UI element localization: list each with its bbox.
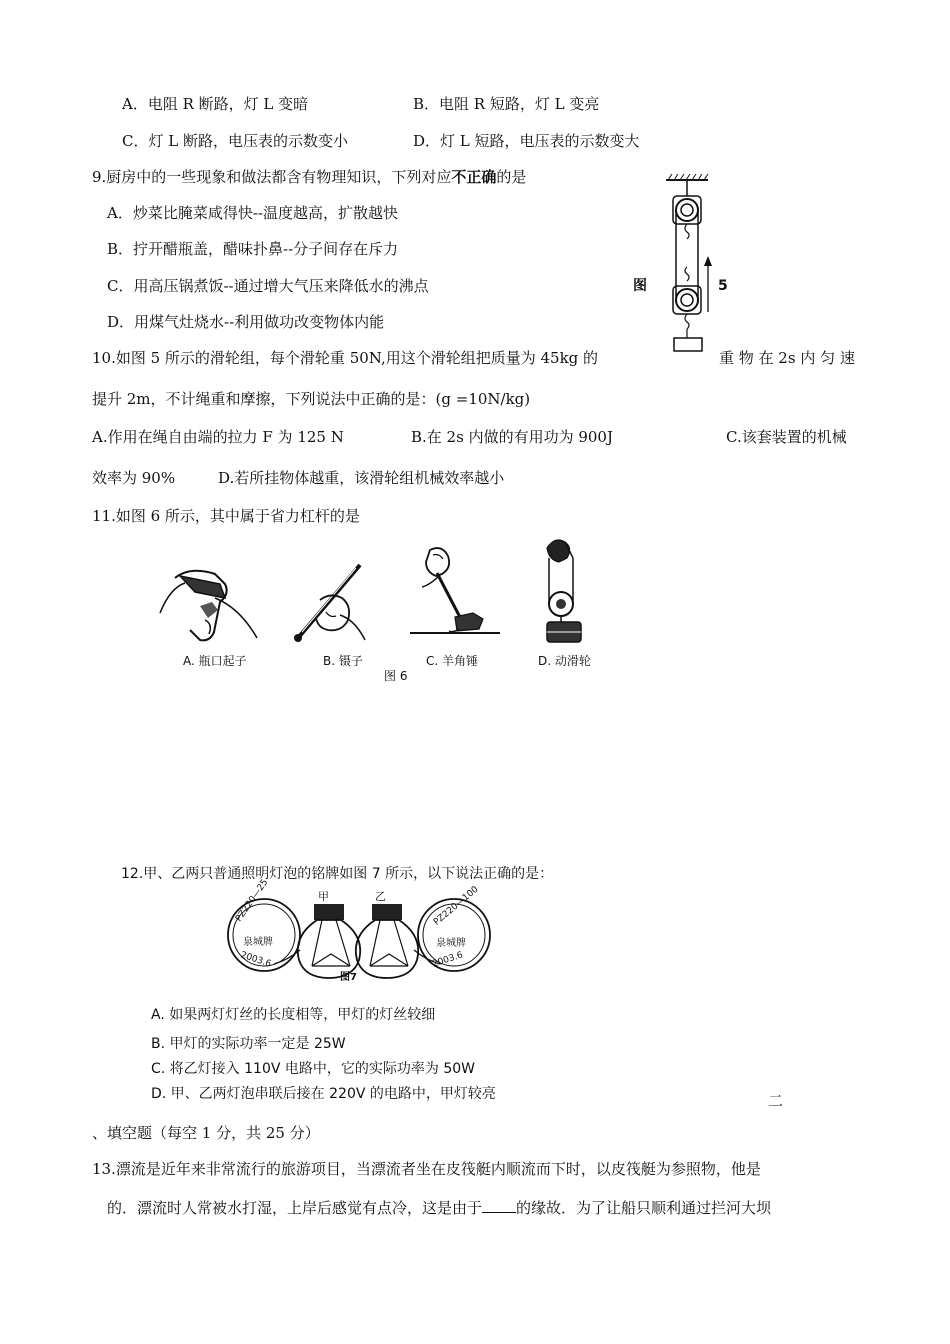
bulb-yi-brand: 泉城牌: [436, 938, 466, 949]
q8-option-a: A．电阻 R 断路，灯 L 变暗: [122, 95, 309, 113]
q13-line1: 13.漂流是近年来非常流行的旅游项目，当漂流者坐在皮筏艇内顺流而下时，以皮筏艇为参照物，他是: [92, 1160, 761, 1178]
q9-stem: [92, 167, 526, 187]
fig5-label-prefix: 图: [633, 278, 647, 294]
q8-option-c: C．灯 L 断路，电压表的示数变小: [122, 132, 348, 150]
tweezers-illustration: [290, 560, 370, 650]
bulb-yi-name: 乙: [375, 890, 386, 903]
fig5-label-number: 5: [718, 278, 728, 294]
fig6-label-b: B. 镊子: [323, 654, 363, 668]
q9-option-d: D．用煤气灶烧水--利用做功改变物体内能: [107, 313, 385, 331]
q9-stem-pre: 9.厨房中的一些现象和做法都含有物理知识，下列对应: [92, 168, 452, 186]
q12-stem: 12.甲、乙两只普通照明灯泡的铭牌如图 7 所示，以下说法正确的是：: [121, 866, 554, 882]
bulb-yi-spec: PZ220—100: [432, 884, 481, 928]
section2-title: 、填空题（每空 1 分，共 25 分）: [92, 1124, 320, 1142]
bottle-opener-illustration: [155, 558, 265, 653]
bulb-jia-name: 甲: [318, 890, 329, 903]
q10-stem-line1-cont: 重 物 在 2s 内 匀 速: [719, 349, 855, 367]
q10-stem-line1: 10.如图 5 所示的滑轮组，每个滑轮重 50N,用这个滑轮组把质量为 45kg 的: [92, 349, 599, 367]
q12-option-a: A. 如果两灯灯丝的长度相等，甲灯的灯丝较细: [151, 1007, 436, 1023]
fig6-caption: 图 6: [384, 669, 408, 683]
q12-option-d: D. 甲、乙两灯泡串联后接在 220V 的电路中，甲灯较亮: [151, 1086, 496, 1102]
q9-option-c: C．用高压锅煮饭--通过增大气压来降低水的沸点: [107, 277, 429, 295]
bulb-jia-date: 2003.6: [239, 950, 273, 970]
q13-line2: [107, 1198, 771, 1218]
q10-option-d: D.若所挂物体越重，该滑轮组机械效率越小: [218, 469, 505, 487]
bulb-jia-brand: 泉城牌: [243, 937, 273, 948]
q13-line2-part2: 的缘故．为了让船只顺利通过拦河大坝: [516, 1199, 772, 1217]
light-bulb-figure: [222, 890, 622, 1000]
q11-stem: 11.如图 6 所示，其中属于省力杠杆的是: [92, 507, 360, 525]
q8-option-b: B．电阻 R 短路，灯 L 变亮: [413, 95, 600, 113]
q8-option-d: D．灯 L 短路，电压表的示数变大: [413, 132, 640, 150]
q13-answer-blank[interactable]: [482, 1198, 516, 1213]
pulley-figure: [660, 172, 720, 354]
q9-option-a: A．炒菜比腌菜咸得快--温度越高，扩散越快: [107, 204, 398, 222]
q10-option-b: B.在 2s 内做的有用功为 900J: [411, 428, 613, 446]
q10-stem-line2: 提升 2m，不计绳重和摩擦，下列说法中正确的是：(g =10N/kg): [92, 390, 531, 408]
q9-stem-post: 的是: [496, 168, 527, 186]
q10-option-a: A.作用在绳自由端的拉力 F 为 125 N: [92, 428, 344, 446]
bulb-yi-date: 2003.6: [431, 950, 465, 970]
section2-number: 二: [768, 1092, 784, 1110]
fig6-label-d: D. 动滑轮: [538, 654, 591, 668]
q9-stem-emphasis: 不正确: [451, 168, 497, 186]
claw-hammer-illustration: [405, 545, 500, 640]
q9-option-b: B．拧开醋瓶盖，醋味扑鼻--分子间存在斥力: [107, 240, 399, 258]
bulb-jia-spec: PZ220—25: [234, 877, 271, 924]
q12-option-c: C. 将乙灯接入 110V 电路中，它的实际功率为 50W: [151, 1061, 475, 1077]
q13-line2-part1: 的．漂流时人常被水打湿，上岸后感觉有点冷，这是由于: [107, 1199, 483, 1217]
q10-option-c-cont: 效率为 90%: [92, 469, 176, 487]
fig7-caption: 图7: [340, 972, 357, 983]
fig6-label-a: A. 瓶口起子: [183, 654, 247, 668]
q10-option-c: C.该套装置的机械: [726, 428, 847, 446]
movable-pulley-illustration: [535, 538, 595, 646]
fig6-label-c: C. 羊角锤: [426, 654, 479, 668]
q12-option-b: B. 甲灯的实际功率一定是 25W: [151, 1036, 346, 1052]
